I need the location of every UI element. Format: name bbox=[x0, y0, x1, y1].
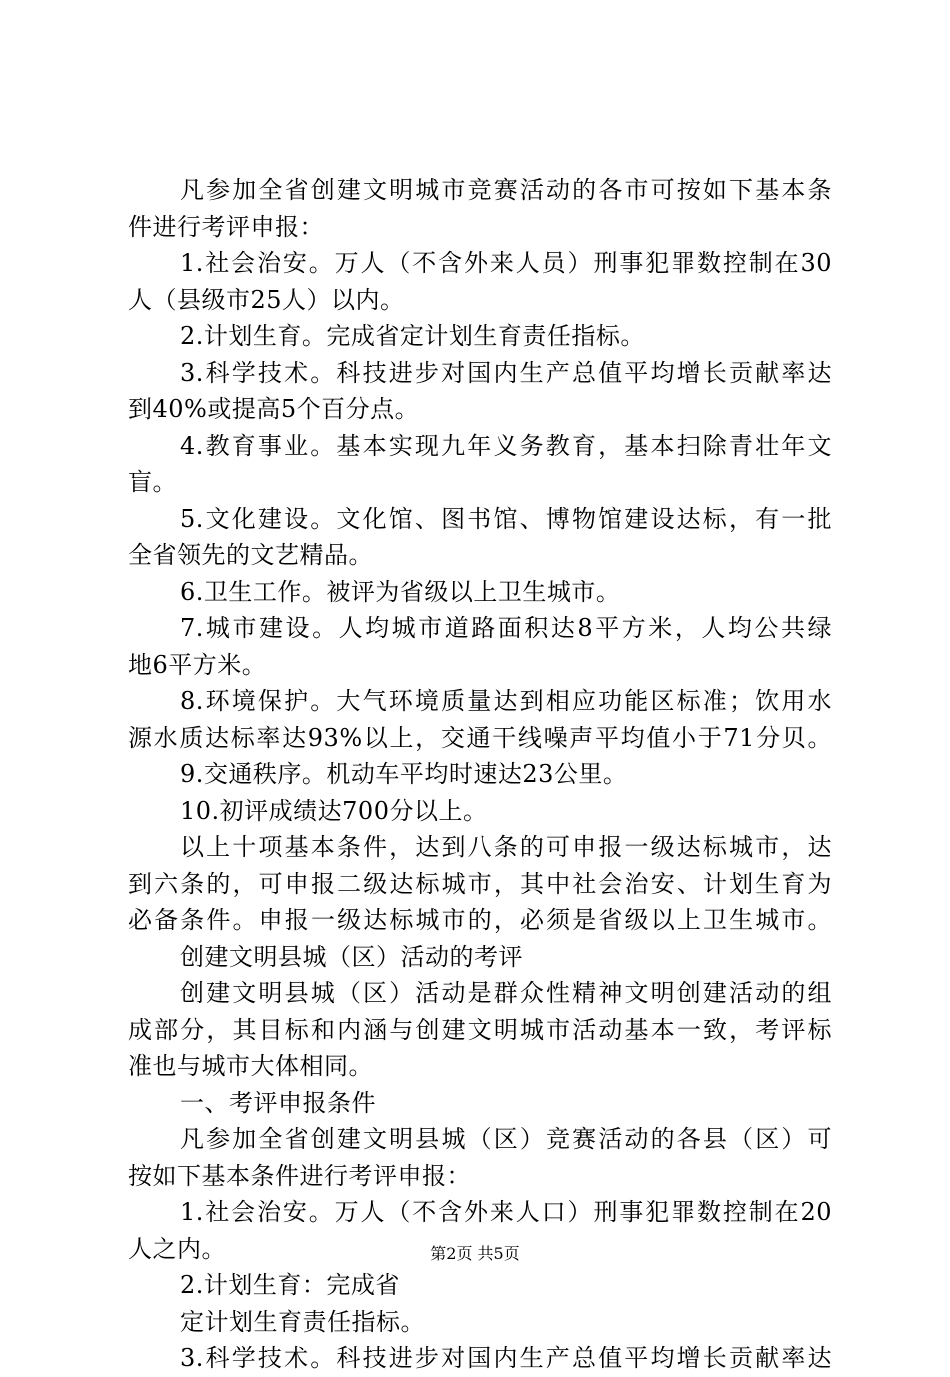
text-line: 6.卫生工作。被评为省级以上卫生城市。 bbox=[180, 577, 621, 606]
text-line: 到40%或提高5个百分点。 bbox=[128, 395, 420, 423]
text-line: 1.社会治安。万人（不含外来人员）刑事犯罪数控制在30 bbox=[180, 249, 832, 277]
text-line: 2.计划生育：完成省 bbox=[180, 1271, 400, 1299]
text-line: 件进行考评申报： bbox=[128, 212, 324, 241]
text-line: 到六条的，可申报二级达标城市，其中社会治安、计划生育为 bbox=[128, 869, 832, 898]
text-line: 9.交通秩序。机动车平均时速达23公里。 bbox=[180, 760, 628, 788]
text-line: 10.初评成绩达700分以上。 bbox=[180, 796, 488, 825]
text-line: 4.教育事业。基本实现九年义务教育，基本扫除青壮年文 bbox=[180, 431, 832, 460]
text-line: 7.城市建设。人均城市道路面积达8平方米，人均公共绿 bbox=[180, 614, 832, 642]
text-line: 按如下基本条件进行考评申报： bbox=[128, 1161, 471, 1190]
text-line: 凡参加全省创建文明城市竞赛活动的各市可按如下基本条 bbox=[180, 176, 832, 204]
text-line: 源水质达标率达93%以上，交通干线噪声平均值小于71分贝。 bbox=[128, 723, 832, 752]
text-line: 盲。 bbox=[128, 468, 177, 496]
document-body bbox=[128, 172, 832, 1377]
text-line: 一、考评申报条件 bbox=[180, 1088, 376, 1117]
text-line: 准也与城市大体相同。 bbox=[128, 1052, 373, 1080]
text-line: 2.计划生育。完成省定计划生育责任指标。 bbox=[180, 322, 645, 350]
text-line: 以上十项基本条件，达到八条的可申报一级达标城市，达 bbox=[180, 833, 832, 861]
text-line: 人（县级市25人）以内。 bbox=[128, 285, 405, 314]
text-line: 3.科学技术。科技进步对国内生产总值平均增长贡献率达 bbox=[180, 358, 832, 387]
text-line: 必备条件。申报一级达标城市的，必须是省级以上卫生城市。 bbox=[128, 906, 832, 934]
text-line: 1.社会治安。万人（不含外来人口）刑事犯罪数控制在20 bbox=[180, 1198, 832, 1226]
text-line: 人之内。 bbox=[128, 1234, 226, 1263]
text-line: 地6平方米。 bbox=[128, 650, 267, 679]
text-line: 3.科学技术。科技进步对国内生产总值平均增长贡献率达 bbox=[180, 1344, 832, 1372]
text-line: 创建文明县城（区）活动是群众性精神文明创建活动的组 bbox=[180, 979, 832, 1007]
text-line: 定计划生育责任指标。 bbox=[180, 1307, 425, 1336]
text-line: 创建文明县城（区）活动的考评 bbox=[180, 942, 523, 971]
text-line: 全省领先的文艺精品。 bbox=[128, 541, 373, 569]
text-line: 凡参加全省创建文明县城（区）竞赛活动的各县（区）可 bbox=[180, 1125, 832, 1153]
text-line: 5.文化建设。文化馆、图书馆、博物馆建设达标，有一批 bbox=[180, 504, 832, 533]
text-line: 成部分，其目标和内涵与创建文明城市活动基本一致，考评标 bbox=[128, 1015, 832, 1044]
text-line: 8.环境保护。大气环境质量达到相应功能区标准；饮用水 bbox=[180, 687, 832, 715]
page-footer: 第2页 共5页 bbox=[430, 1244, 520, 1263]
